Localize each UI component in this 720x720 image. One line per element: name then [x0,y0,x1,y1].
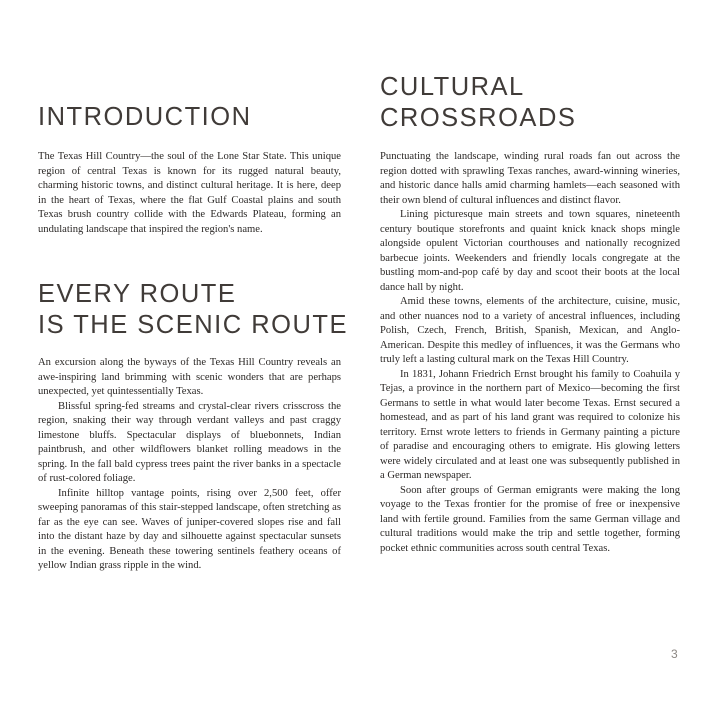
paragraph: Blissful spring-fed streams and crystal-clear rivers crisscross the region, snaking their way through verdant valleys and past craggy limestone bluffs. Spectacular displays of bluebonnets, Indian paintbrush, and other wildflowers blanket rolling meadows in the spring. In the fall bald cypress trees paint the river banks in a spectacle of rust-colored foliage. [38,400,341,484]
heading-line: IS THE SCENIC ROUTE [38,311,348,339]
introduction-heading: INTRODUCTION [38,103,252,131]
paragraph: An excursion along the byways of the Texas Hill Country reveals an awe-inspiring land brimming with scenic wonders that are perhaps unexpected, yet quintessentially Texas. [38,357,341,397]
paragraph: In 1831, Johann Friedrich Ernst brought his family to Coahuila y Tejas, a province in the northern part of Mexico—becoming the first Germans to settle in what would later become Texas. Ernst secured a homestead, and as part of his land grant was required to colonize his territory. Ernst wrote letters to friends in Germany painting a picture of paradise and encouraging others to emigrate. His glowing letters were widely circulated and at least one was subsequently published in a German newspaper. [380,368,680,481]
heading-line: EVERY ROUTE [38,280,237,308]
heading-line: CROSSROADS [380,104,577,132]
scenic-route-body [38,356,341,574]
page-number: 3 [671,647,678,661]
paragraph: Lining picturesque main streets and town squares, nineteenth century boutique storefronts and quaint knick knack shops mingle alongside opulent Victorian courthouses and nationally recognized barbecue joints. Weekenders and friendly locals congregate at the bustling mom-and-pop café by day and scoot their boots at the local dance hall by night. [380,209,680,293]
paragraph: Punctuating the landscape, winding rural roads fan out across the region dotted with sprawling Texas ranches, award-winning wineries, and historic dance halls amid charming hamlets—each seasoned with their own blend of cultural influences and distinct flavor. [380,151,680,206]
cultural-crossroads-heading [380,72,576,134]
paragraph: Soon after groups of German emigrants were making the long voyage to the Texas frontier for the promise of free or inexpensive land with fertile ground. Families from the same German village and cultural traditions would make the trip and settle together, forming pocket ethnic communities across south central Texas. [380,484,680,554]
paragraph: The Texas Hill Country—the soul of the Lone Star State. This unique region of central Texas is known for its rugged natural beauty, charming historic towns, and distinct cultural heritage. It is here, deep in the heart of Texas, where the flat Gulf Coastal plains and south Texas brush country collide with the Edwards Plateau, forming an undulating landscape that inspired the region's name. [38,151,341,235]
introduction-body [38,150,341,237]
cultural-crossroads-body [380,150,680,556]
paragraph: Infinite hilltop vantage points, rising over 2,500 feet, offer sweeping panoramas of this stair-stepped landscape, often stretching as far as the eye can see. Waves of juniper-covered slopes rise and fall into the distant haze by day and silhouette against spectacular sunsets in the evening. Beneath these towering sentinels feathery oceans of yellow Indian grass ripple in the wind. [38,487,341,571]
heading-line: CULTURAL [380,73,525,101]
scenic-route-heading [38,279,348,341]
paragraph: Amid these towns, elements of the architecture, cuisine, music, and other nuances nod to a variety of ancestral influences, including Polish, Czech, French, British, Spanish, Mexican, and Anglo-American. Despite this medley of influences, it was the Germans who truly left a lasting cultural mark on the Texas Hill Country. [380,296,680,365]
